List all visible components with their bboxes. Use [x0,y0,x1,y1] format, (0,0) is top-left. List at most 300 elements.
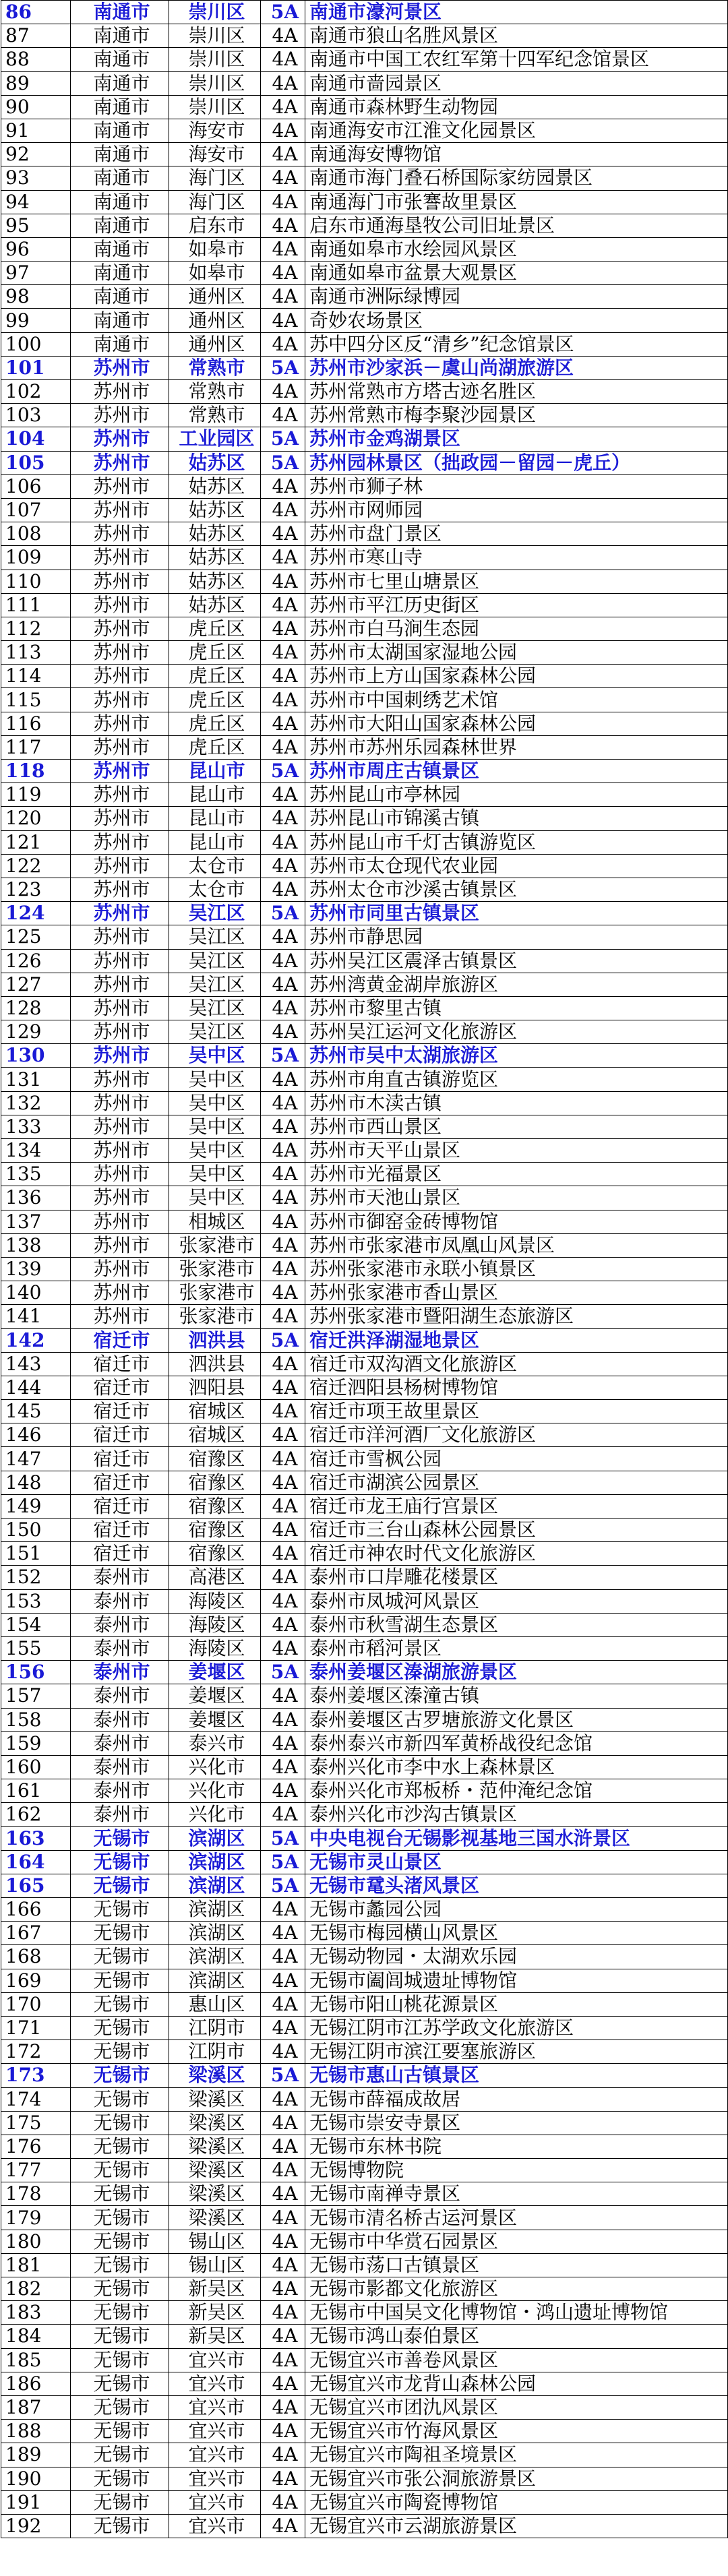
scenic-name-cell: 泰州姜堰区溱湖旅游景区 [305,1661,728,1684]
city-cell: 苏州市 [71,854,169,878]
row-number: 101 [1,356,71,379]
city-cell: 泰州市 [71,1708,169,1731]
rating-cell: 4A [261,593,305,617]
city-cell: 无锡市 [71,2395,169,2419]
scenic-name-cell: 苏州昆山市锦溪古镇 [305,807,728,830]
table-row [1,949,728,973]
city-cell: 苏州市 [71,1139,169,1163]
row-number: 148 [1,1471,71,1494]
scenic-name-cell: 苏州张家港市永联小镇景区 [305,1257,728,1281]
row-number: 146 [1,1423,71,1447]
district-cell: 吴江区 [169,1020,261,1044]
district-cell: 崇川区 [169,48,261,71]
scenic-name-cell: 无锡市梅园横山风景区 [305,1922,728,1945]
scenic-name-cell: 苏州市天平山景区 [305,1139,728,1163]
district-cell: 崇川区 [169,24,261,48]
city-cell: 南通市 [71,285,169,309]
table-row [1,2514,728,2538]
district-cell: 宜兴市 [169,2490,261,2514]
table-row [1,1803,728,1827]
city-cell: 泰州市 [71,1661,169,1684]
table-row [1,2420,728,2443]
scenic-name-cell: 苏州市黎里古镇 [305,996,728,1020]
district-cell: 海陵区 [169,1613,261,1636]
district-cell: 虎丘区 [169,735,261,759]
city-cell: 苏州市 [71,807,169,830]
scenic-name-cell: 宿迁市湖滨公园景区 [305,1471,728,1494]
row-number: 109 [1,546,71,570]
table-row [1,1281,728,1305]
district-cell: 惠山区 [169,1992,261,2016]
rating-cell: 4A [261,309,305,332]
table-row [1,1898,728,1922]
district-cell: 吴江区 [169,996,261,1020]
row-number: 89 [1,71,71,95]
rating-cell: 4A [261,1945,305,1969]
row-number: 119 [1,783,71,807]
city-cell: 南通市 [71,143,169,166]
table-row [1,2325,728,2348]
scenic-name-cell: 苏州市张家港市凤凰山风景区 [305,1233,728,1257]
row-number: 157 [1,1684,71,1708]
district-cell: 吴江区 [169,902,261,925]
row-number: 161 [1,1779,71,1803]
row-number: 150 [1,1519,71,1542]
scenic-name-cell: 苏州市同里古镇景区 [305,902,728,925]
rating-cell: 4A [261,2467,305,2490]
table-row [1,1661,728,1684]
scenic-name-cell: 苏州张家港市香山景区 [305,1281,728,1305]
city-cell: 无锡市 [71,1874,169,1897]
city-cell: 苏州市 [71,498,169,522]
city-cell: 苏州市 [71,783,169,807]
row-number: 166 [1,1898,71,1922]
row-number: 170 [1,1992,71,2016]
district-cell: 虎丘区 [169,617,261,640]
table-row [1,1945,728,1969]
rating-cell: 4A [261,380,305,404]
district-cell: 宜兴市 [169,2514,261,2538]
city-cell: 泰州市 [71,1731,169,1755]
rating-cell: 4A [261,973,305,996]
district-cell: 宿豫区 [169,1542,261,1566]
district-cell: 滨湖区 [169,1922,261,1945]
scenic-name-cell: 宿迁市雪枫公园 [305,1447,728,1471]
scenic-name-cell: 无锡博物院 [305,2159,728,2182]
rating-cell: 4A [261,1566,305,1589]
row-number: 154 [1,1613,71,1636]
scenic-name-cell: 无锡市影都文化旅游区 [305,2277,728,2301]
rating-cell: 5A [261,1044,305,1068]
district-cell: 宜兴市 [169,2348,261,2372]
city-cell: 无锡市 [71,2348,169,2372]
scenic-name-cell: 南通市中国工农红军第十四军纪念馆景区 [305,48,728,71]
row-number: 135 [1,1163,71,1186]
table-row [1,1376,728,1399]
row-number: 185 [1,2348,71,2372]
row-number: 173 [1,2064,71,2087]
row-number: 133 [1,1115,71,1138]
rating-cell: 4A [261,665,305,688]
scenic-name-cell: 苏州市白马涧生态园 [305,617,728,640]
rating-cell: 4A [261,2016,305,2040]
city-cell: 无锡市 [71,2111,169,2135]
rating-cell: 4A [261,2206,305,2230]
district-cell: 宜兴市 [169,2467,261,2490]
district-cell: 如皋市 [169,262,261,285]
scenic-name-cell: 无锡宜兴市张公洞旅游景区 [305,2467,728,2490]
scenic-name-cell: 无锡宜兴市善卷风景区 [305,2348,728,2372]
city-cell: 苏州市 [71,712,169,735]
row-number: 98 [1,285,71,309]
rating-cell: 4A [261,1376,305,1399]
rating-cell: 4A [261,878,305,901]
scenic-name-cell: 苏州市七里山塘景区 [305,570,728,593]
table-row [1,1,728,24]
row-number: 114 [1,665,71,688]
table-row [1,1589,728,1613]
rating-cell: 4A [261,24,305,48]
row-number: 96 [1,237,71,261]
city-cell: 苏州市 [71,1305,169,1328]
scenic-name-cell: 宿迁洪泽湖湿地景区 [305,1328,728,1352]
district-cell: 宿城区 [169,1400,261,1423]
scenic-name-cell: 无锡宜兴市陶祖圣境景区 [305,2443,728,2467]
district-cell: 吴江区 [169,949,261,973]
city-cell: 无锡市 [71,2420,169,2443]
scenic-name-cell: 无锡市南禅寺景区 [305,2182,728,2206]
table-row [1,309,728,332]
rating-cell: 4A [261,1091,305,1115]
scenic-name-cell: 无锡宜兴市竹海风景区 [305,2420,728,2443]
rating-cell: 4A [261,1210,305,1233]
row-number: 145 [1,1400,71,1423]
city-cell: 苏州市 [71,593,169,617]
rating-cell: 4A [261,925,305,949]
table-row [1,996,728,1020]
scenic-name-cell: 苏州市沙家浜－虞山尚湖旅游区 [305,356,728,379]
district-cell: 滨湖区 [169,1898,261,1922]
table-row [1,498,728,522]
rating-cell: 5A [261,1850,305,1874]
city-cell: 苏州市 [71,1163,169,1186]
district-cell: 江阴市 [169,2040,261,2064]
city-cell: 无锡市 [71,2467,169,2490]
district-cell: 通州区 [169,332,261,356]
rating-cell: 4A [261,783,305,807]
rating-cell: 4A [261,474,305,498]
table-row [1,2182,728,2206]
district-cell: 宿城区 [169,1423,261,1447]
row-number: 100 [1,332,71,356]
district-cell: 泗洪县 [169,1352,261,1376]
district-cell: 锡山区 [169,2230,261,2253]
table-row [1,2443,728,2467]
table-row [1,1874,728,1897]
rating-cell: 5A [261,1,305,24]
row-number: 184 [1,2325,71,2348]
city-cell: 无锡市 [71,2087,169,2111]
table-row [1,2490,728,2514]
table-row [1,1352,728,1376]
row-number: 90 [1,95,71,119]
district-cell: 泗洪县 [169,1328,261,1352]
scenic-name-cell: 宿迁市洋河酒厂文化旅游区 [305,1423,728,1447]
district-cell: 新吴区 [169,2301,261,2325]
row-number: 126 [1,949,71,973]
table-row [1,735,728,759]
district-cell: 昆山市 [169,830,261,854]
table-row [1,760,728,783]
table-row [1,1423,728,1447]
district-cell: 宿豫区 [169,1447,261,1471]
table-row [1,2395,728,2419]
district-cell: 昆山市 [169,807,261,830]
district-cell: 滨湖区 [169,1850,261,1874]
district-cell: 海门区 [169,190,261,214]
rating-cell: 5A [261,1661,305,1684]
city-cell: 苏州市 [71,760,169,783]
rating-cell: 4A [261,1731,305,1755]
district-cell: 海安市 [169,119,261,142]
scenic-name-cell: 苏州昆山市亭林园 [305,783,728,807]
rating-cell: 4A [261,1708,305,1731]
row-number: 127 [1,973,71,996]
rating-cell: 4A [261,166,305,190]
table-row [1,262,728,285]
city-cell: 苏州市 [71,380,169,404]
city-cell: 宿迁市 [71,1423,169,1447]
city-cell: 无锡市 [71,2514,169,2538]
rating-cell: 4A [261,1519,305,1542]
rating-cell: 4A [261,237,305,261]
row-number: 179 [1,2206,71,2230]
rating-cell: 4A [261,617,305,640]
district-cell: 张家港市 [169,1281,261,1305]
rating-cell: 4A [261,688,305,712]
city-cell: 泰州市 [71,1589,169,1613]
row-number: 131 [1,1068,71,1091]
table-row [1,665,728,688]
district-cell: 姜堰区 [169,1684,261,1708]
row-number: 142 [1,1328,71,1352]
table-row [1,2111,728,2135]
city-cell: 无锡市 [71,1945,169,1969]
city-cell: 无锡市 [71,1969,169,1992]
row-number: 186 [1,2372,71,2395]
district-cell: 吴中区 [169,1091,261,1115]
scenic-name-cell: 苏州市西山景区 [305,1115,728,1138]
table-row [1,119,728,142]
city-cell: 无锡市 [71,1850,169,1874]
table-row [1,237,728,261]
rating-cell: 4A [261,2253,305,2277]
scenic-name-cell: 南通市啬园景区 [305,71,728,95]
scenic-name-cell: 启东市通海垦牧公司旧址景区 [305,214,728,237]
rating-cell: 4A [261,1613,305,1636]
district-cell: 昆山市 [169,783,261,807]
rating-cell: 4A [261,712,305,735]
scenic-name-cell: 无锡市中国吴文化博物馆・鸿山遗址博物馆 [305,2301,728,2325]
district-cell: 太仓市 [169,854,261,878]
rating-cell: 4A [261,1423,305,1447]
rating-cell: 4A [261,546,305,570]
district-cell: 新吴区 [169,2277,261,2301]
scenic-name-cell: 南通海门市张謇故里景区 [305,190,728,214]
rating-cell: 4A [261,1922,305,1945]
district-cell: 滨湖区 [169,1945,261,1969]
scenic-name-cell: 无锡市薛福成故居 [305,2087,728,2111]
row-number: 139 [1,1257,71,1281]
rating-cell: 4A [261,1233,305,1257]
district-cell: 姑苏区 [169,570,261,593]
city-cell: 苏州市 [71,925,169,949]
scenic-name-cell: 无锡市阖闾城遗址博物馆 [305,1969,728,1992]
rating-cell: 4A [261,95,305,119]
row-number: 123 [1,878,71,901]
row-number: 156 [1,1661,71,1684]
city-cell: 无锡市 [71,2230,169,2253]
city-cell: 泰州市 [71,1566,169,1589]
scenic-name-cell: 泰州兴化市郑板桥・范仲淹纪念馆 [305,1779,728,1803]
table-row [1,617,728,640]
district-cell: 昆山市 [169,760,261,783]
row-number: 88 [1,48,71,71]
table-row [1,1233,728,1257]
row-number: 183 [1,2301,71,2325]
district-cell: 崇川区 [169,1,261,24]
district-cell: 通州区 [169,309,261,332]
rating-cell: 4A [261,1494,305,1518]
city-cell: 苏州市 [71,1020,169,1044]
table-row [1,783,728,807]
table-row [1,2372,728,2395]
row-number: 136 [1,1186,71,1210]
rating-cell: 4A [261,2490,305,2514]
district-cell: 海门区 [169,166,261,190]
table-row [1,1494,728,1518]
scenic-name-cell: 泰州姜堰区溱潼古镇 [305,1684,728,1708]
city-cell: 苏州市 [71,641,169,665]
rating-cell: 4A [261,2443,305,2467]
rating-cell: 4A [261,119,305,142]
table-row [1,48,728,71]
row-number: 111 [1,593,71,617]
scenic-name-cell: 无锡市阳山桃花源景区 [305,1992,728,2016]
rating-cell: 4A [261,807,305,830]
city-cell: 苏州市 [71,570,169,593]
city-cell: 苏州市 [71,1281,169,1305]
district-cell: 崇川区 [169,95,261,119]
scenic-name-cell: 南通如皋市水绘园风景区 [305,237,728,261]
rating-cell: 4A [261,2135,305,2158]
rating-cell: 4A [261,1542,305,1566]
scenic-name-cell: 宿迁市项王故里景区 [305,1400,728,1423]
scenic-name-cell: 无锡市惠山古镇景区 [305,2064,728,2087]
scenic-name-cell: 苏州昆山市千灯古镇游览区 [305,830,728,854]
city-cell: 苏州市 [71,902,169,925]
city-cell: 宿迁市 [71,1447,169,1471]
district-cell: 姑苏区 [169,593,261,617]
city-cell: 无锡市 [71,2372,169,2395]
scenic-name-cell: 苏州吴江区震泽古镇景区 [305,949,728,973]
district-cell: 虎丘区 [169,641,261,665]
rating-cell: 4A [261,143,305,166]
table-row [1,973,728,996]
table-row [1,95,728,119]
city-cell: 苏州市 [71,1115,169,1138]
row-number: 172 [1,2040,71,2064]
table-row [1,1305,728,1328]
scenic-name-cell: 苏中四分区反“清乡”纪念馆景区 [305,332,728,356]
district-cell: 启东市 [169,214,261,237]
rating-cell: 4A [261,498,305,522]
scenic-name-cell: 无锡江阴市滨江要塞旅游区 [305,2040,728,2064]
scenic-name-cell: 宿迁市双沟酒文化旅游区 [305,1352,728,1376]
scenic-name-cell: 南通市森林野生动物园 [305,95,728,119]
rating-cell: 4A [261,262,305,285]
row-number: 86 [1,1,71,24]
city-cell: 宿迁市 [71,1328,169,1352]
rating-cell: 4A [261,214,305,237]
table-row [1,1779,728,1803]
scenic-name-cell: 南通如皋市盆景大观景区 [305,262,728,285]
city-cell: 无锡市 [71,2016,169,2040]
table-row [1,451,728,474]
city-cell: 宿迁市 [71,1352,169,1376]
rating-cell: 4A [261,570,305,593]
district-cell: 常熟市 [169,380,261,404]
rating-cell: 4A [261,2230,305,2253]
row-number: 92 [1,143,71,166]
table-row [1,2230,728,2253]
district-cell: 姜堰区 [169,1708,261,1731]
rating-cell: 4A [261,1186,305,1210]
row-number: 147 [1,1447,71,1471]
district-cell: 虎丘区 [169,688,261,712]
table-row [1,1827,728,1850]
row-number: 137 [1,1210,71,1233]
city-cell: 宿迁市 [71,1471,169,1494]
table-row [1,1471,728,1494]
city-cell: 南通市 [71,190,169,214]
district-cell: 梁溪区 [169,2087,261,2111]
district-cell: 常熟市 [169,356,261,379]
scenic-name-cell: 苏州太仓市沙溪古镇景区 [305,878,728,901]
city-cell: 南通市 [71,214,169,237]
table-row [1,1400,728,1423]
scenic-name-cell: 苏州张家港市暨阳湖生态旅游区 [305,1305,728,1328]
rating-cell: 4A [261,735,305,759]
district-cell: 如皋市 [169,237,261,261]
row-number: 178 [1,2182,71,2206]
table-body [1,1,728,2538]
rating-cell: 4A [261,1779,305,1803]
table-row [1,380,728,404]
table-row [1,878,728,901]
rating-cell: 4A [261,996,305,1020]
city-cell: 无锡市 [71,1922,169,1945]
table-row [1,1186,728,1210]
rating-cell: 4A [261,1969,305,1992]
rating-cell: 4A [261,949,305,973]
table-row [1,190,728,214]
city-cell: 苏州市 [71,404,169,427]
scenic-spot-table [1,0,728,2538]
row-number: 177 [1,2159,71,2182]
table-row [1,285,728,309]
city-cell: 南通市 [71,119,169,142]
